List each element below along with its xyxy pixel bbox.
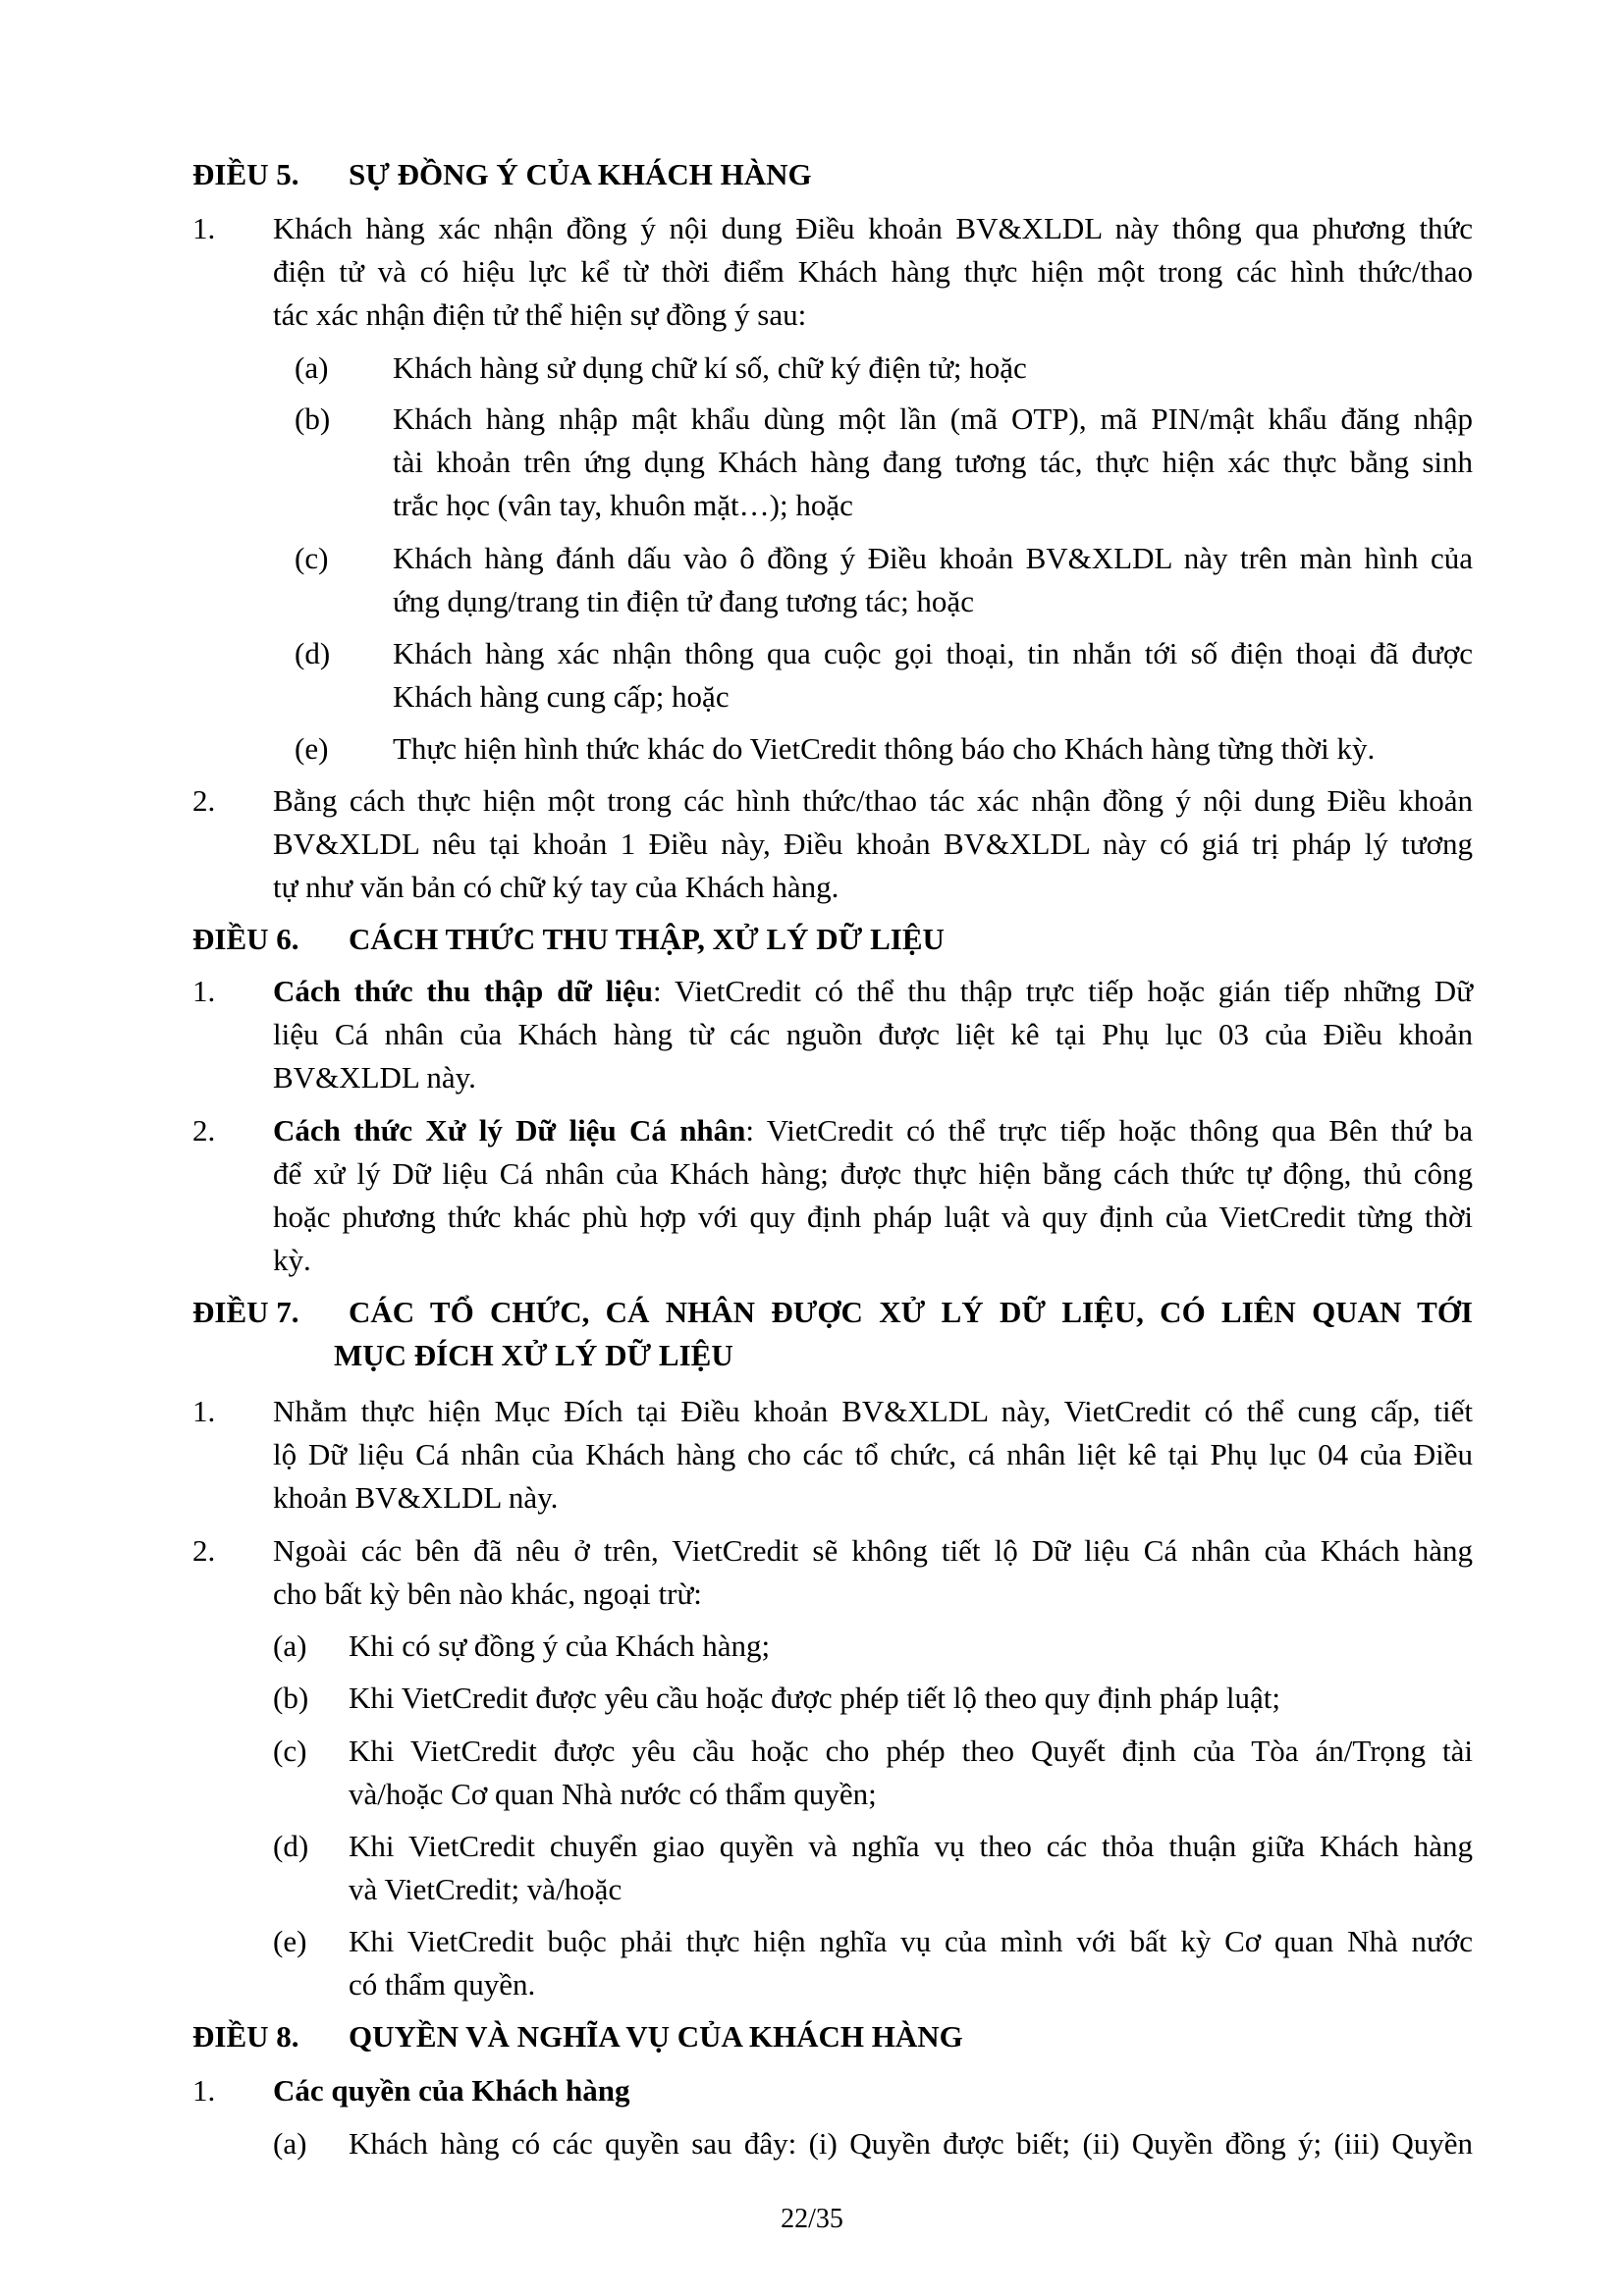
list-number: 2.: [192, 783, 216, 818]
sub-item-line: có thẩm quyền.: [349, 1967, 536, 2002]
paragraph-line: Khách hàng xác nhận đồng ý nội dung Điều khoản BV&XLDL này thông qua phương thức: [273, 211, 1473, 245]
paragraph-line: [273, 1111, 1473, 1150]
sub-item-line: và/hoặc Cơ quan Nhà nước có thẩm quyền;: [349, 1777, 877, 1811]
paragraph-line: điện tử và có hiệu lực kể từ thời điểm Khách hàng thực hiện một trong các hình thức/thao: [273, 254, 1473, 289]
sub-item-label: (c): [273, 1734, 307, 1768]
paragraph-heading: Các quyền của Khách hàng: [273, 2073, 630, 2108]
sub-item-label: (b): [273, 1681, 309, 1715]
sub-item-line: Khách hàng đánh dấu vào ô đồng ý Điều khoản BV&XLDL này trên màn hình của: [393, 541, 1473, 575]
list-number: 1.: [192, 211, 216, 245]
sub-item-line: Khách hàng xác nhận thông qua cuộc gọi thoại, tin nhắn tới số điện thoại đã được: [393, 636, 1473, 670]
article-8-number: ĐIỀU 8.: [192, 2019, 299, 2054]
list-number: 1.: [192, 2073, 216, 2108]
sub-item-label: (a): [295, 350, 329, 385]
paragraph-line: để xử lý Dữ liệu Cá nhân của Khách hàng; được thực hiện bằng cách thức tự động, thủ công: [273, 1156, 1473, 1191]
sub-item-line: và VietCredit; và/hoặc: [349, 1872, 623, 1906]
sub-item-label: (b): [295, 401, 331, 436]
paragraph-line: hoặc phương thức khác phù hợp với quy định pháp luật và quy định của VietCredit từng thời: [273, 1200, 1473, 1234]
sub-item-line: Khi VietCredit được yêu cầu hoặc cho phép theo Quyết định của Tòa án/Trọng tài: [349, 1734, 1473, 1768]
list-number: 1.: [192, 1394, 216, 1428]
sub-item-label: (e): [295, 731, 329, 766]
sub-item-label: (a): [273, 1629, 307, 1663]
sub-item-label: (d): [273, 1829, 309, 1863]
paragraph-text: : VietCredit có thể trực tiếp hoặc thông qua Bên thứ ba: [745, 1113, 1473, 1148]
paragraph-line: liệu Cá nhân của Khách hàng từ các nguồn được liệt kê tại Phụ lục 03 của Điều khoản: [273, 1017, 1473, 1051]
list-number: 1.: [192, 974, 216, 1008]
paragraph-text: : VietCredit có thể thu thập trực tiếp hoặc gián tiếp những Dữ: [652, 974, 1473, 1008]
sub-item-line: Khi VietCredit buộc phải thực hiện nghĩa vụ của mình với bất kỳ Cơ quan Nhà nước: [349, 1924, 1473, 1958]
paragraph-line: tự như văn bản có chữ ký tay của Khách hàng.: [273, 870, 839, 904]
bold-term: Cách thức Xử lý Dữ liệu Cá nhân: [273, 1113, 746, 1148]
paragraph-line: Nhằm thực hiện Mục Đích tại Điều khoản BV&XLDL này, VietCredit có thể cung cấp, tiết: [273, 1394, 1473, 1428]
sub-item-label: (d): [295, 636, 331, 670]
article-5-title: SỰ ĐỒNG Ý CỦA KHÁCH HÀNG: [349, 157, 812, 191]
article-6-title: CÁCH THỨC THU THẬP, XỬ LÝ DỮ LIỆU: [349, 922, 945, 956]
paragraph-line: Bằng cách thực hiện một trong các hình thức/thao tác xác nhận đồng ý nội dung Điều khoản: [273, 783, 1473, 818]
article-6-number: ĐIỀU 6.: [192, 922, 299, 956]
article-7-title: MỤC ĐÍCH XỬ LÝ DỮ LIỆU: [334, 1338, 733, 1372]
list-number: 2.: [192, 1113, 216, 1148]
sub-item-line: tài khoản trên ứng dụng Khách hàng đang tương tác, thực hiện xác thực bằng sinh: [393, 445, 1473, 479]
page-number: 22/35: [781, 2204, 843, 2234]
bold-term: Cách thức thu thập dữ liệu: [273, 974, 653, 1008]
sub-item-line: Thực hiện hình thức khác do VietCredit thông báo cho Khách hàng từng thời kỳ.: [393, 731, 1376, 766]
sub-item-line: Khi VietCredit chuyển giao quyền và nghĩa vụ theo các thỏa thuận giữa Khách hàng: [349, 1829, 1473, 1863]
paragraph-line: [273, 972, 1473, 1011]
paragraph-line: BV&XLDL nêu tại khoản 1 Điều này, Điều khoản BV&XLDL này có giá trị pháp lý tương: [273, 827, 1473, 861]
sub-item-line: Khách hàng cung cấp; hoặc: [393, 679, 730, 714]
sub-item-line: Khách hàng có các quyền sau đây: (i) Quyền được biết; (ii) Quyền đồng ý; (iii) Quyền: [349, 2126, 1473, 2161]
article-5-number: ĐIỀU 5.: [192, 157, 299, 191]
paragraph-line: kỳ.: [273, 1243, 311, 1277]
sub-item-label: (e): [273, 1924, 307, 1958]
sub-item-label: (a): [273, 2126, 307, 2161]
sub-item-line: Khách hàng sử dụng chữ kí số, chữ ký điện tử; hoặc: [393, 350, 1027, 385]
sub-item-line: Khi VietCredit được yêu cầu hoặc được phép tiết lộ theo quy định pháp luật;: [349, 1681, 1280, 1715]
sub-item-line: ứng dụng/trang tin điện tử đang tương tác; hoặc: [393, 584, 974, 618]
article-8-title: QUYỀN VÀ NGHĨA VỤ CỦA KHÁCH HÀNG: [349, 2019, 963, 2054]
paragraph-line: khoản BV&XLDL này.: [273, 1480, 559, 1515]
article-7-number: ĐIỀU 7.: [192, 1295, 299, 1329]
paragraph-line: lộ Dữ liệu Cá nhân của Khách hàng cho các tổ chức, cá nhân liệt kê tại Phụ lục 04 của Điều: [273, 1437, 1473, 1471]
paragraph-line: tác xác nhận điện tử thể hiện sự đồng ý sau:: [273, 297, 807, 332]
list-number: 2.: [192, 1533, 216, 1568]
sub-item-label: (c): [295, 541, 329, 575]
sub-item-line: Khách hàng nhập mật khẩu dùng một lần (mã OTP), mã PIN/mật khẩu đăng nhập: [393, 401, 1473, 436]
article-7-title: CÁC TỔ CHỨC, CÁ NHÂN ĐƯỢC XỬ LÝ DỮ LIỆU, CÓ LIÊN QUAN TỚI: [349, 1295, 1473, 1329]
paragraph-line: BV&XLDL này.: [273, 1060, 476, 1095]
sub-item-line: Khi có sự đồng ý của Khách hàng;: [349, 1629, 771, 1663]
paragraph-line: Ngoài các bên đã nêu ở trên, VietCredit sẽ không tiết lộ Dữ liệu Cá nhân của Khách hàng: [273, 1533, 1473, 1568]
paragraph-line: cho bất kỳ bên nào khác, ngoại trừ:: [273, 1576, 702, 1611]
sub-item-line: trắc học (vân tay, khuôn mặt…); hoặc: [393, 488, 853, 522]
